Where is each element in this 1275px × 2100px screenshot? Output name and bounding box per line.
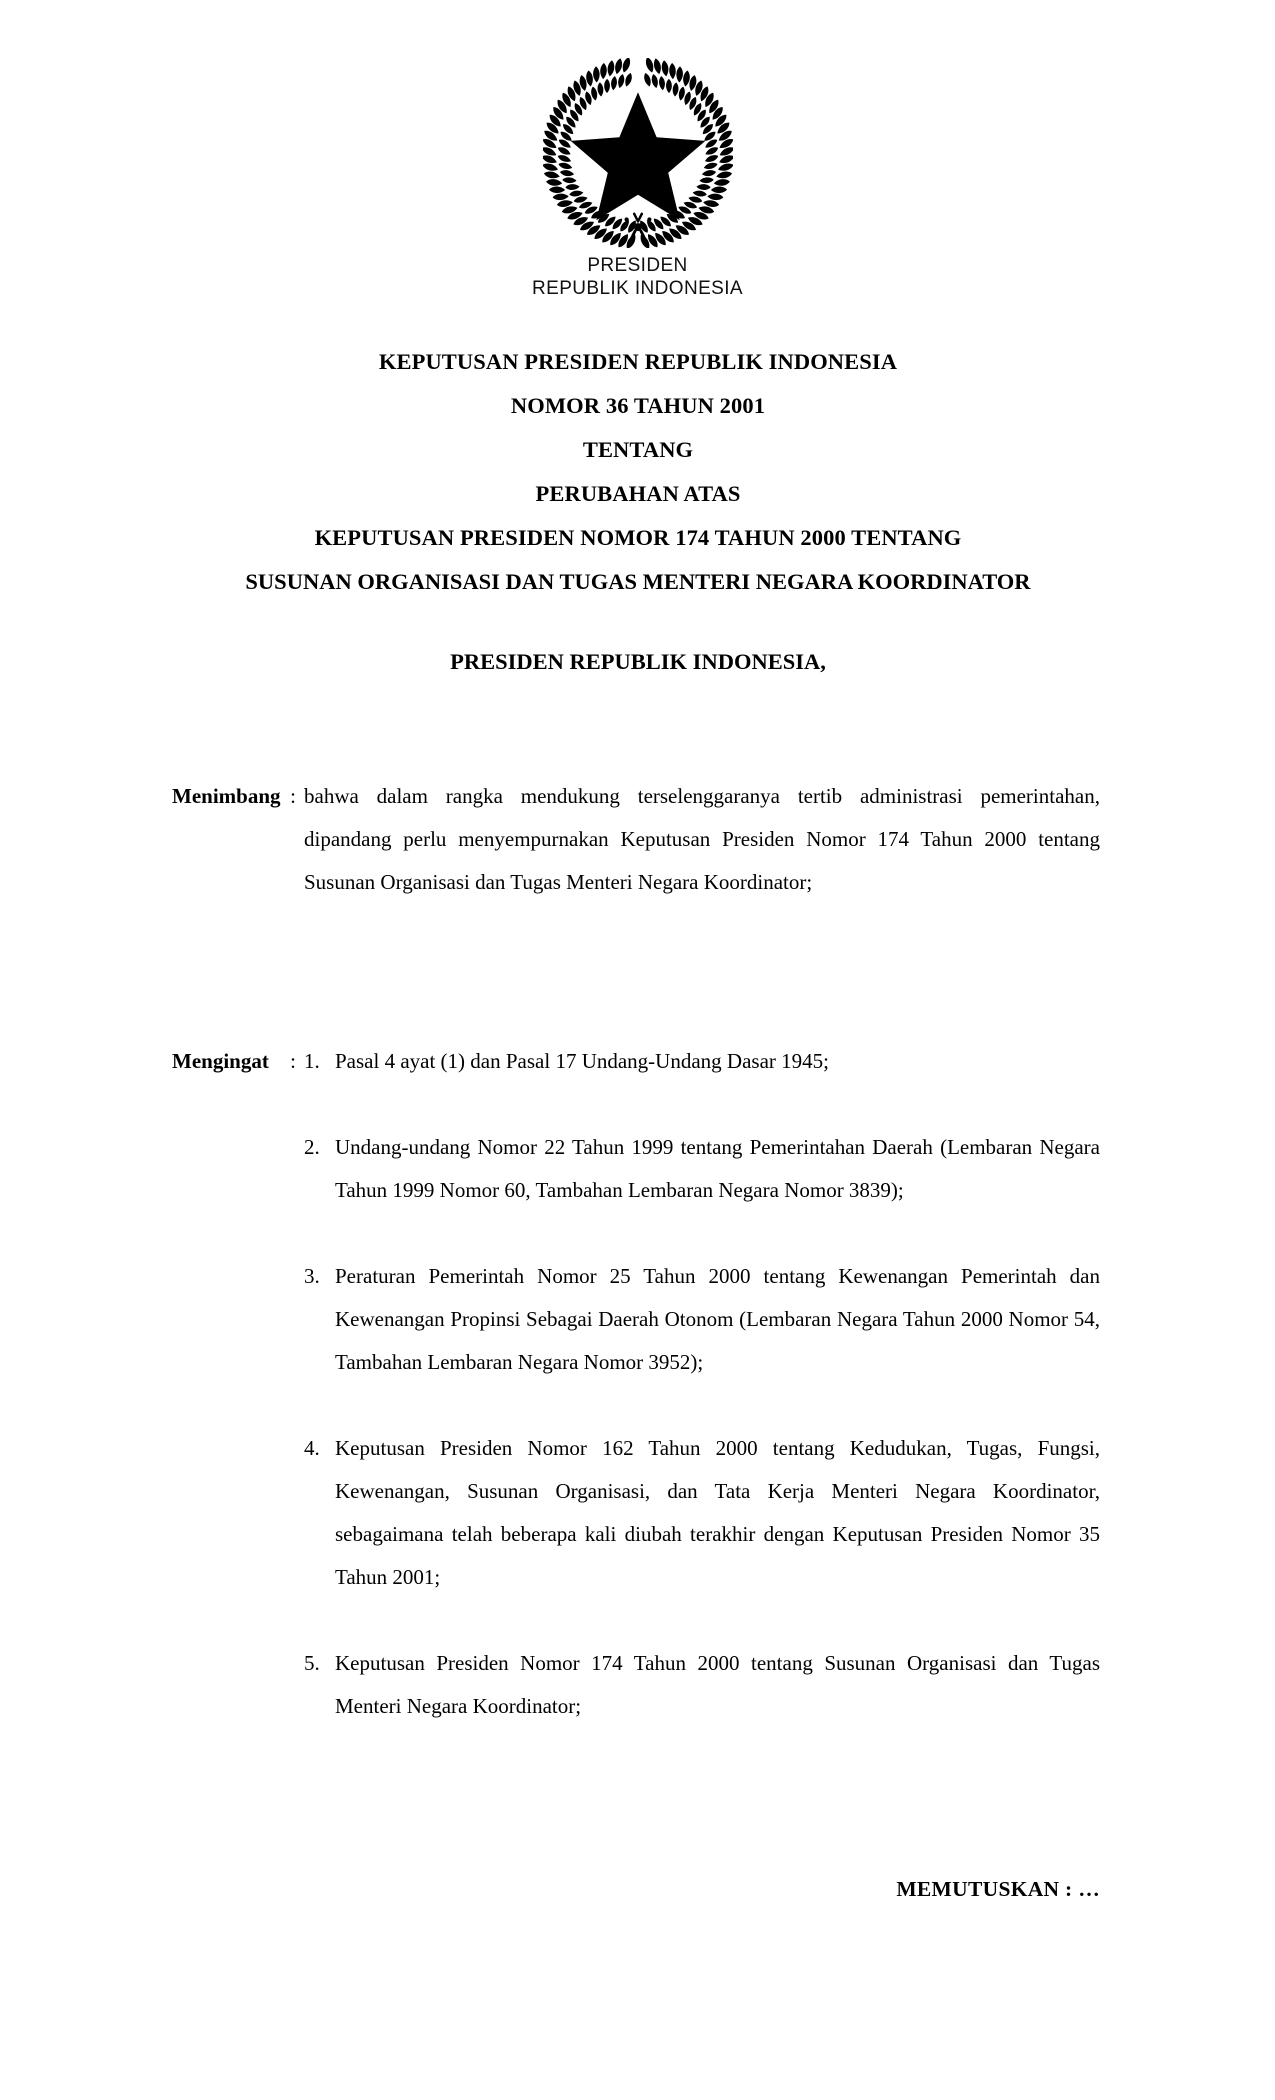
emblem-caption-line1: PRESIDEN <box>587 255 688 276</box>
list-item-marker: 5. <box>304 1651 320 1675</box>
list-item <box>304 1040 1100 1083</box>
mengingat-section <box>172 1040 1100 1728</box>
title-line-2: NOMOR 36 TAHUN 2001 <box>510 393 766 418</box>
menimbang-label: Menimbang <box>172 784 281 808</box>
emblem-caption <box>0 254 1275 300</box>
authority-heading <box>88 645 1188 679</box>
mengingat-label: Mengingat <box>172 1049 269 1073</box>
title-line-6: SUSUNAN ORGANISASI DAN TUGAS MENTERI NEGARA KOORDINATOR <box>245 569 1031 594</box>
title-line-3: TENTANG <box>582 437 694 462</box>
list-item-marker: 2. <box>304 1135 320 1159</box>
mengingat-colon: : <box>290 1049 296 1073</box>
menimbang-colon: : <box>290 784 296 808</box>
list-item <box>304 1255 1100 1384</box>
list-item-text: Pasal 4 ayat (1) dan Pasal 17 Undang-Undang Dasar 1945; <box>335 1049 829 1073</box>
mengingat-list <box>304 1040 1100 1728</box>
title-line-5: KEPUTUSAN PRESIDEN NOMOR 174 TAHUN 2000 TENTANG <box>314 525 962 550</box>
list-item <box>304 1126 1100 1212</box>
list-item-marker: 1. <box>304 1049 320 1073</box>
title-line-1: KEPUTUSAN PRESIDEN REPUBLIK INDONESIA <box>378 349 898 374</box>
list-item <box>304 1427 1100 1599</box>
memutuskan-footer: MEMUTUSKAN : … <box>896 1877 1100 1901</box>
emblem-block <box>0 58 1275 300</box>
authority-heading-comma: , <box>820 649 826 674</box>
list-item <box>304 1642 1100 1728</box>
menimbang-section <box>172 775 1100 904</box>
list-item-marker: 4. <box>304 1436 320 1460</box>
authority-heading-text: PRESIDEN REPUBLIK INDONESIA <box>450 649 821 674</box>
list-item-text: Peraturan Pemerintah Nomor 25 Tahun 2000 tentang Kewenangan Pemerintah dan Kewenangan Propinsi Sebagai Daerah Otonom (Lembaran Negara Tahun 2000 Nomor 54, Tambahan Lembaran Negara Nomor 3952); <box>335 1264 1100 1374</box>
list-item-text: Keputusan Presiden Nomor 174 Tahun 2000 tentang Susunan Organisasi dan Tugas Menteri Negara Koordinator; <box>335 1651 1100 1718</box>
list-item-text: Keputusan Presiden Nomor 162 Tahun 2000 tentang Kedudukan, Tugas, Fungsi, Kewenangan, Susunan Organisasi, dan Tata Kerja Menteri Negara Koordinator, sebagaimana telah beberapa kali diubah terakhir dengan Keputusan Presiden Nomor 35 Tahun 2001; <box>335 1436 1100 1589</box>
list-item-marker: 3. <box>304 1264 320 1288</box>
menimbang-text: bahwa dalam rangka mendukung terselenggaranya tertib administrasi pemerintahan, dipandang perlu menyempurnakan Keputusan Presiden Nomor 174 Tahun 2000 tentang Susunan Organisasi dan Tugas Menteri Negara Koordinator; <box>304 784 1100 894</box>
garuda-star-wreath-emblem <box>543 58 733 248</box>
emblem-caption-line2: REPUBLIK INDONESIA <box>532 278 743 299</box>
list-item-text: Undang-undang Nomor 22 Tahun 1999 tentang Pemerintahan Daerah (Lembaran Negara Tahun 1999 Nomor 60, Tambahan Lembaran Negara Nomor 3839); <box>335 1135 1100 1202</box>
mengingat-list-container <box>304 1040 1100 1728</box>
title-line-4: PERUBAHAN ATAS <box>535 481 741 506</box>
document-title-block <box>88 340 1188 604</box>
